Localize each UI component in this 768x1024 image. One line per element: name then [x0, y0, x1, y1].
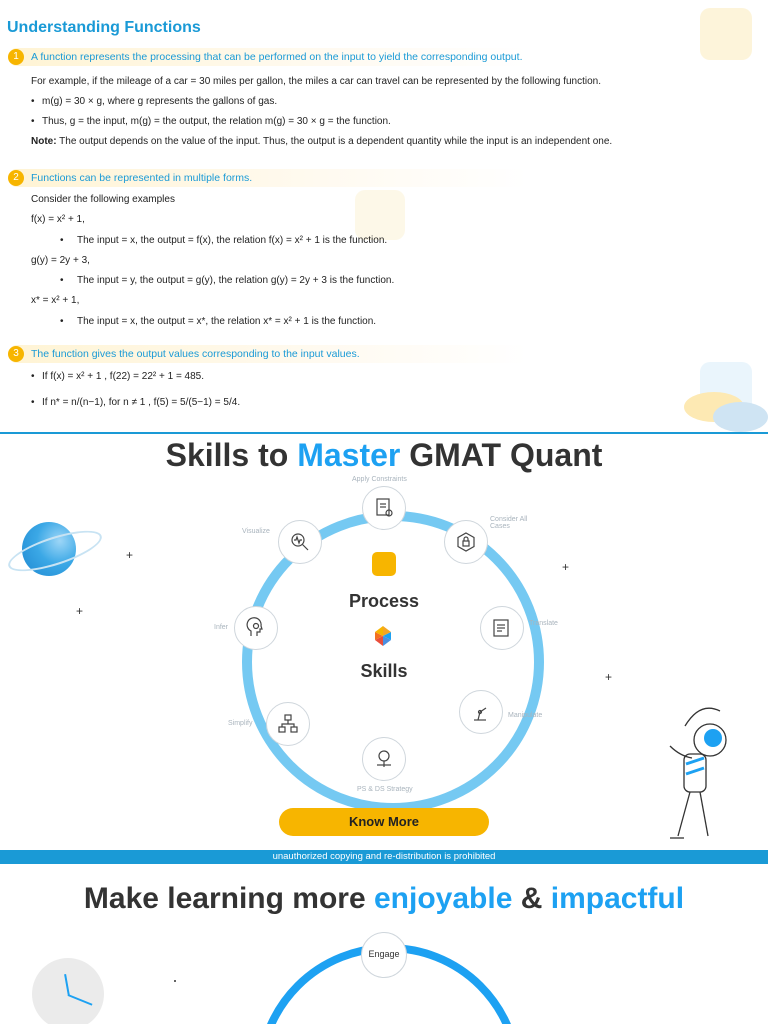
bullet-text: The input = y, the output = g(y), the relation g(y) = 2y + 3 is the function.	[77, 275, 395, 286]
robot-arm-icon[interactable]	[459, 690, 503, 734]
point-text: A function represents the processing that can be performed on the input to yield the corresponding output.	[31, 51, 523, 63]
node-label: PS & DS Strategy	[357, 786, 413, 793]
decor-dot	[174, 980, 176, 982]
bullet-dot: •	[60, 316, 64, 327]
function-f: f(x) = x² + 1,	[31, 214, 85, 225]
node-label: Manipulate	[508, 712, 543, 719]
clock-icon	[32, 958, 104, 1024]
sparkle-icon: +	[126, 548, 134, 562]
function-x: x* = x² + 1,	[31, 295, 80, 306]
heading-part: Make learning more	[83, 882, 374, 915]
brain-head-icon[interactable]	[234, 606, 278, 650]
bullet-text: Thus, g = the input, m(g) = the output, the relation m(g) = 30 × g = the function.	[42, 116, 391, 127]
watermark-logo	[700, 8, 752, 60]
bullet-dot: •	[31, 371, 35, 382]
heading-highlight: Master	[297, 437, 401, 473]
sparkle-icon: +	[562, 560, 570, 574]
center-skills: Skills	[360, 661, 408, 681]
enjoy-section	[0, 864, 768, 1024]
bullet-text: If n* = n/(n−1), for n ≠ 1 , f(5) = 5/(5−1) = 5/4.	[42, 397, 241, 408]
point-text: Functions can be represented in multiple forms.	[31, 172, 253, 184]
point-number: 3	[8, 346, 24, 362]
node-label: Visualize	[242, 528, 270, 535]
aperture-icon	[371, 624, 395, 648]
note-text: The output depends on the value of the input. Thus, the output is a dependent quantity while the input is an independent one.	[56, 136, 613, 147]
copyright-banner: unauthorized copying and re-distribution is prohibited	[0, 850, 768, 864]
node-label: Consider All Cases	[490, 516, 528, 530]
checklist-icon[interactable]	[362, 486, 406, 530]
bullet-text: m(g) = 30 × g, where g represents the gallons of gas.	[42, 96, 278, 107]
sparkle-icon: +	[76, 604, 84, 618]
center-process: Process	[348, 591, 420, 611]
heading-part: &	[512, 882, 551, 915]
sparkle-icon: +	[605, 670, 613, 684]
heading-highlight: impactful	[550, 882, 685, 915]
bullet-text: The input = x, the output = x*, the relation x* = x² + 1 is the function.	[77, 316, 377, 327]
engage-node[interactable]	[361, 932, 407, 978]
function-g: g(y) = 2y + 3,	[31, 255, 90, 266]
magnifier-pulse-icon[interactable]	[278, 520, 322, 564]
node-label: Apply Constraints	[352, 476, 407, 483]
hexagon-lock-icon[interactable]	[444, 520, 488, 564]
clock-hand	[68, 994, 93, 1006]
bullet-text: If f(x) = x² + 1 , f(22) = 22² + 1 = 485.	[42, 371, 205, 382]
heading-highlight: enjoyable	[374, 882, 513, 915]
brand-logo	[372, 552, 396, 576]
document-icon[interactable]	[480, 606, 524, 650]
skills-heading	[0, 437, 768, 474]
point-1	[8, 48, 528, 66]
note-label: Note:	[31, 136, 57, 147]
bullet-dot: •	[60, 235, 64, 246]
node-label: Infer	[214, 624, 229, 631]
know-more-button[interactable]: Know More	[279, 808, 489, 836]
decor-blob	[713, 402, 768, 432]
bullet-text: The input = x, the output = f(x), the relation f(x) = x² + 1 is the function.	[77, 235, 388, 246]
heading-part: Skills to	[165, 437, 298, 473]
bullet-dot: •	[31, 116, 35, 127]
heading-part: GMAT Quant	[400, 437, 603, 473]
point-3	[8, 345, 528, 363]
bullet-dot: •	[60, 275, 64, 286]
notes-title: Understanding Functions	[7, 19, 201, 36]
bullet-dot: •	[31, 96, 35, 107]
example-text: For example, if the mileage of a car = 30 miles per gallon, the miles a car can travel can be represented by the following function.	[31, 76, 602, 87]
enjoy-heading	[0, 882, 768, 916]
note-line	[31, 136, 612, 147]
node-label: Simplify	[228, 720, 253, 727]
point-number: 2	[8, 170, 24, 186]
point-2	[8, 169, 528, 187]
skills-section	[0, 434, 768, 850]
point-number: 1	[8, 49, 24, 65]
astronaut-illustration	[640, 696, 740, 846]
flowchart-icon[interactable]	[266, 702, 310, 746]
bullet-dot: •	[31, 397, 35, 408]
strategy-icon[interactable]	[362, 737, 406, 781]
engage-label: Engage	[368, 949, 400, 959]
clock-hand	[64, 974, 70, 996]
watermark-logo	[355, 190, 405, 240]
function-notes	[0, 0, 768, 432]
consider-text: Consider the following examples	[31, 194, 175, 205]
point-text: The function gives the output values corresponding to the input values.	[31, 348, 360, 360]
node-label: Translate	[529, 620, 558, 627]
